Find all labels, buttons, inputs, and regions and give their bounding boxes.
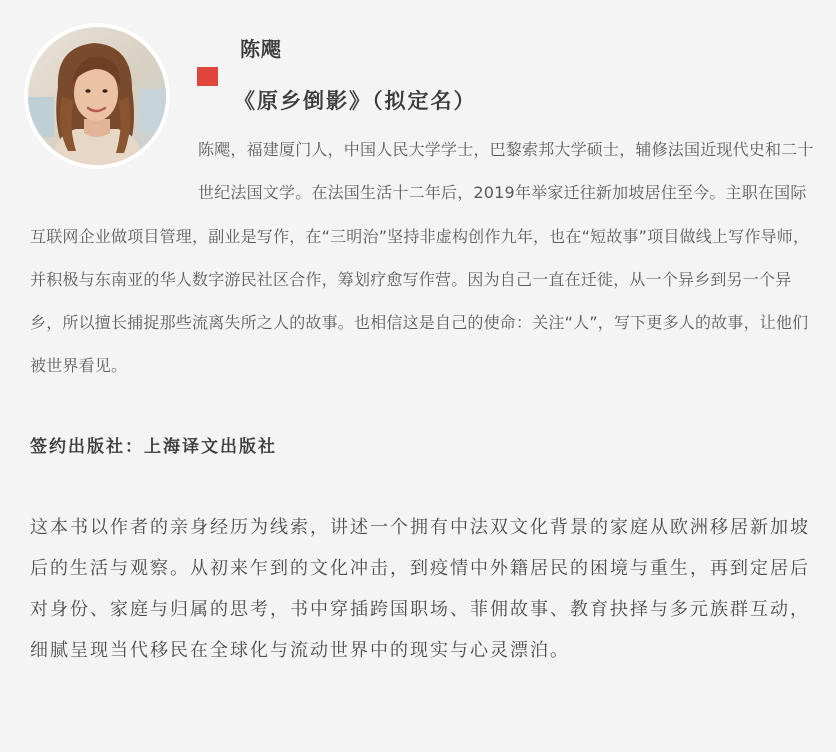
publisher-line: 签约出版社：上海译文出版社 [30, 437, 277, 457]
book-description: 这本书以作者的亲身经历为线索，讲述一个拥有中法双文化背景的家庭从欧洲移居新加坡后的生活与观察。从初来乍到的文化冲击，到疫情中外籍居民的困境与重生，再到定居后对身份、家庭与归属的思考，书中穿插跨国职场、菲佣故事、教育抉择与多元族群互动，细腻呈现当代移民在全球化与流动世界中的现实与心灵漂泊。 [30, 517, 810, 661]
book-title: 《原乡倒影》（拟定名） [234, 89, 477, 113]
author-bio: 陈飔，福建厦门人，中国人民大学学士，巴黎索邦大学硕士，辅修法国近现代史和二十世纪法国文学。在法国生活十二年后，2019年举家迁往新加坡居住至今。主职在国际互联网企业做项目管理，副业是写作，在“三明治”坚持非虚构创作九年，也在“短故事”项目做线上写作导师，并积极与东南亚的华人数字游民社区合作，筹划疗愈写作营。因为自己一直在迁徙，从一个异乡到另一个异乡，所以擅长捕捉那些流离失所之人的故事。也相信这是自己的使命：关注“人”，写下更多人的故事，让他们被世界看见。 [30, 140, 814, 376]
title-marker [197, 67, 218, 86]
author-name: 陈飔 [240, 37, 282, 61]
author-bio-block [30, 128, 820, 388]
